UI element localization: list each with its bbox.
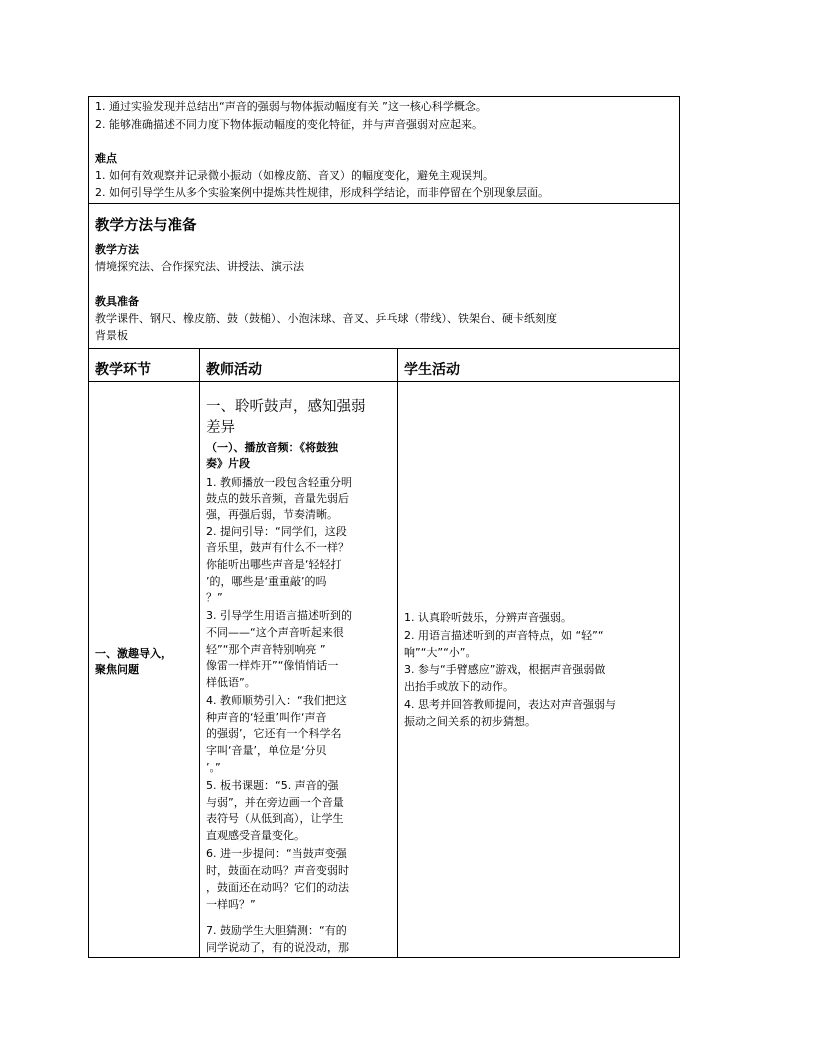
- teacher-section-title-1: 一、聆听鼓声，感知强弱: [206, 399, 366, 415]
- tools-text-line-1: 教学课件、钢尺、橡皮筋、鼓（鼓槌）、小泡沫球、音叉、乒乓球（带线）、铁架台、硬卡纸刻度: [95, 312, 557, 325]
- header-teacher: 教师活动: [206, 362, 262, 378]
- teacher-line: ？”: [206, 591, 223, 604]
- tools-heading: 教具准备: [95, 295, 139, 308]
- teacher-line: 轻”“那个声音特别响亮 ”: [206, 643, 326, 656]
- student-line: 响”“大”“小”。: [404, 646, 477, 659]
- teacher-line: 的强弱’，它还有一个科学名: [206, 727, 342, 740]
- section-title-methods: 教学方法与准备: [95, 218, 197, 234]
- divider-header-bottom: [88, 381, 680, 382]
- teacher-subtitle-2: 奏》片段: [206, 457, 250, 470]
- difficulty-2: 2. 如何引导学生从多个实验案例中提炼共性规律，形成科学结论，而非停留在个别现象层面。: [95, 186, 549, 199]
- student-line: 振动之间关系的初步猜想。: [404, 715, 536, 728]
- teacher-line: 1. 教师播放一段包含轻重分明: [206, 476, 352, 489]
- column-divider-1: [199, 348, 200, 958]
- stage-label-line-2: 聚焦问题: [95, 663, 139, 676]
- teacher-subtitle-1: （一）、播放音频：《将鼓独: [206, 441, 338, 454]
- teacher-line: 5. 板书课题：“5. 声音的强: [206, 779, 339, 792]
- difficulty-1: 1. 如何有效观察并记录微小振动（如橡皮筋、音叉）的幅度变化，避免主观误判。: [95, 169, 494, 182]
- teacher-line: 不同——“这个声音听起来很: [206, 626, 344, 639]
- teacher-line: ’的，哪些是‘重重敲’的吗: [206, 575, 327, 588]
- student-line: 4. 思考并回答教师提问，表达对声音强弱与: [404, 698, 616, 711]
- teacher-line: 你能听出哪些声音是‘轻轻打: [206, 558, 342, 571]
- teacher-line: 6. 进一步提问：“当鼓声变强: [206, 847, 347, 860]
- teacher-line: 2. 提问引导：“同学们，这段: [206, 525, 347, 538]
- methods-text: 情境探究法、合作探究法、讲授法、演示法: [95, 260, 304, 273]
- teacher-line: 7. 鼓励学生大胆猜测：“有的: [206, 924, 347, 937]
- student-line: 出抬手或放下的动作。: [404, 680, 514, 693]
- tools-text-line-2: 背景板: [95, 329, 128, 342]
- teacher-line: ，鼓面还在动吗？它们的动法: [206, 881, 349, 894]
- divider-methods-top: [88, 203, 680, 204]
- teacher-line: 3. 引导学生用语言描述听到的: [206, 609, 352, 622]
- column-divider-2: [397, 348, 398, 958]
- methods-heading: 教学方法: [95, 243, 139, 256]
- teacher-line: 一样吗？”: [206, 898, 256, 911]
- student-line: 2. 用语言描述听到的声音特点，如 “轻”“: [404, 629, 604, 642]
- teacher-line: 强，再强后弱，节奏清晰。: [206, 508, 338, 521]
- teacher-line: 像雷一样炸开”“像悄悄话一: [206, 659, 339, 672]
- teacher-line: 表符号（从低到高），让学生: [206, 812, 344, 825]
- teacher-line: 与弱”，并在旁边画一个音量: [206, 796, 344, 809]
- teacher-line: 鼓点的鼓乐音频，音量先弱后: [206, 492, 349, 505]
- key-point-2: 2. 能够准确描述不同力度下物体振动幅度的变化特征，并与声音强弱对应起来。: [95, 118, 483, 131]
- teacher-line: 音乐里，鼓声有什么不一样？: [206, 541, 349, 554]
- teacher-line: 样低语”。: [206, 676, 256, 689]
- teacher-line: 直观感受音量变化。: [206, 829, 305, 842]
- student-line: 3. 参与“手臂感应”游戏，根据声音强弱做: [404, 663, 606, 676]
- header-stage: 教学环节: [95, 362, 151, 378]
- difficulties-heading: 难点: [95, 152, 117, 165]
- divider-table-top: [88, 348, 680, 349]
- student-line: 1. 认真聆听鼓乐，分辨声音强弱。: [404, 611, 572, 624]
- stage-label-line-1: 一、激趣导入，: [95, 647, 172, 660]
- teacher-line: 4. 教师顺势引入：“我们把这: [206, 694, 347, 707]
- teacher-line: 同学说动了，有的说没动，那: [206, 941, 349, 954]
- teacher-line: 时，鼓面在动吗？声音变弱时: [206, 864, 349, 877]
- teacher-section-title-2: 差异: [206, 420, 235, 436]
- teacher-line: ’。”: [206, 761, 221, 774]
- key-point-1: 1. 通过实验发现并总结出“声音的强弱与物体振动幅度有关 ”这一核心科学概念。: [95, 100, 487, 113]
- header-student: 学生活动: [404, 362, 460, 378]
- teacher-line: 种声音的‘轻重’叫作‘声音: [206, 711, 327, 724]
- teacher-line: 字叫‘音量’，单位是‘分贝: [206, 744, 327, 757]
